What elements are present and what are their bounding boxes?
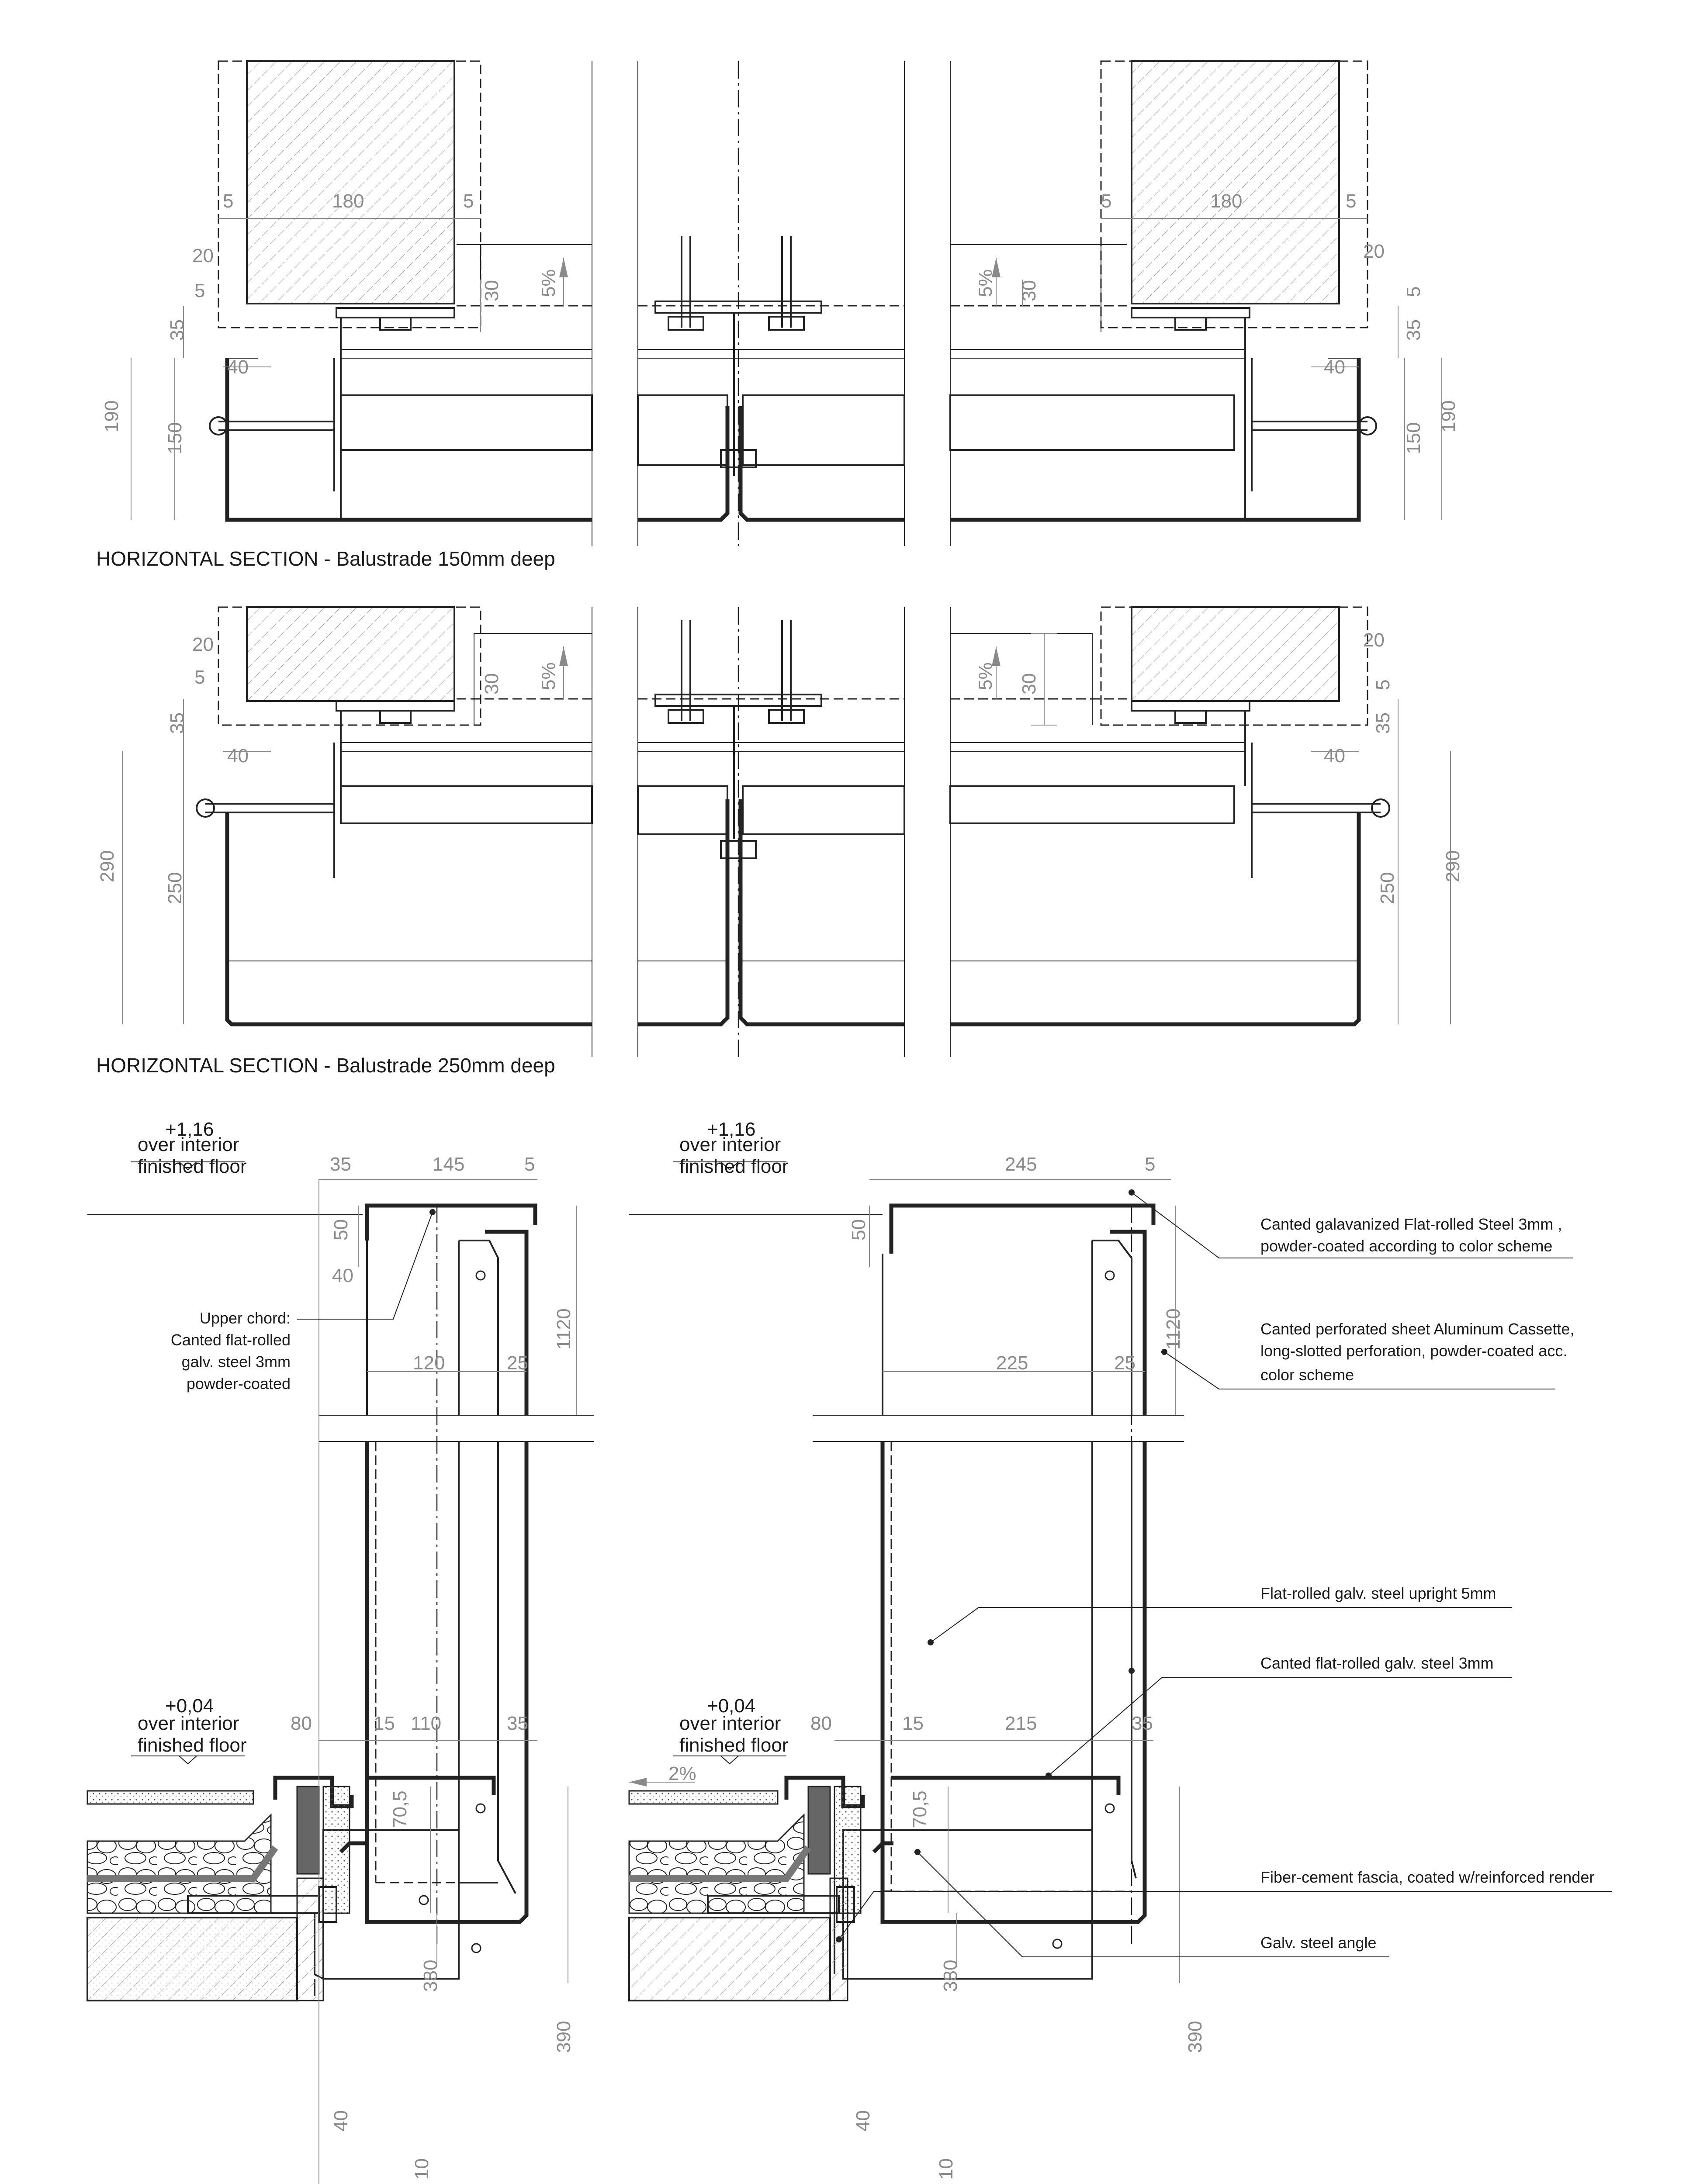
dim-110: 110 (411, 1713, 442, 1734)
slope-5: 5% (538, 662, 559, 690)
dim-40: 40 (332, 1265, 353, 1286)
dim-40: 40 (227, 745, 249, 767)
dim-20: 20 (192, 245, 214, 266)
slope-2: 2% (668, 1763, 696, 1784)
level-bottom-value: +0,04 (165, 1695, 214, 1717)
dim-40: 40 (852, 2110, 874, 2132)
dim-180: 180 (332, 190, 364, 212)
dim-25: 25 (1114, 1352, 1136, 1374)
dim-150: 150 (164, 422, 186, 454)
dim-15: 15 (374, 1713, 395, 1734)
dim-35: 35 (166, 712, 188, 734)
note-upper-chord-2: Canted flat-rolled (170, 1331, 291, 1349)
level-bottom-value: +0,04 (707, 1695, 756, 1717)
note-upper-chord-1: Upper chord: (199, 1309, 291, 1327)
dim-245: 245 (1005, 1154, 1037, 1175)
dim-35: 35 (1403, 319, 1424, 341)
v250-texts (668, 1119, 1612, 2184)
dim-35: 35 (1372, 712, 1394, 734)
dim-290: 290 (1442, 850, 1464, 882)
dim-290: 290 (97, 850, 118, 882)
dim-35: 35 (166, 319, 188, 341)
wall-block-right (1132, 607, 1339, 701)
dim-40: 40 (1324, 356, 1345, 378)
level-top-line2: finished floor (679, 1156, 789, 1177)
level-top-value: +1,16 (165, 1119, 214, 1140)
dim-190: 190 (1438, 400, 1459, 432)
note-upper-chord-4: powder-coated (186, 1375, 291, 1393)
dim-5: 5 (1101, 190, 1112, 212)
dim-80: 80 (810, 1713, 832, 1734)
dim-250: 250 (1377, 872, 1398, 904)
horizontal-section-250 (122, 607, 1451, 1057)
dim-5: 5 (194, 280, 205, 301)
dim-40: 40 (227, 356, 249, 378)
note-cassette-1: Canted perforated sheet Aluminum Cassette, (1260, 1320, 1575, 1338)
dim-40: 40 (330, 2110, 352, 2132)
dim-5: 5 (1145, 1154, 1156, 1175)
dim-390: 390 (1184, 2021, 1206, 2053)
note-upper-chord-3: galv. steel 3mm (181, 1353, 291, 1371)
level-bottom-line1: over interior (679, 1713, 781, 1734)
level-bottom-line1: over interior (138, 1713, 239, 1734)
title-horizontal-150: HORIZONTAL SECTION - Balustrade 150mm deep (96, 547, 555, 570)
dim-5: 5 (463, 190, 474, 212)
note-angle: Galv. steel angle (1260, 1934, 1377, 1952)
note-cassette-2: long-slotted perforation, powder-coated acc. (1260, 1342, 1568, 1360)
dim-5: 5 (223, 190, 234, 212)
wall-block-left (247, 607, 454, 701)
level-top-value: +1,16 (707, 1119, 756, 1140)
dim-10: 10 (411, 2158, 433, 2180)
note-canted-3mm: Canted flat-rolled galv. steel 3mm (1260, 1654, 1494, 1672)
dim-25: 25 (507, 1352, 528, 1374)
dim-380: 380 (940, 1959, 961, 1992)
dim-5: 5 (524, 1154, 535, 1175)
dim-35: 35 (507, 1713, 528, 1734)
level-top-line1: over interior (138, 1134, 239, 1155)
title-horizontal-250: HORIZONTAL SECTION - Balustrade 250mm deep (96, 1054, 555, 1077)
slope-5: 5% (975, 269, 996, 297)
dim-10: 10 (935, 2158, 957, 2180)
note-fascia: Fiber-cement fascia, coated w/reinforced render (1260, 1868, 1595, 1886)
note-upright: Flat-rolled galv. steel upright 5mm (1260, 1584, 1496, 1602)
dim-380: 380 (420, 1959, 441, 1992)
dim-5: 5 (1372, 679, 1394, 690)
dim-5: 5 (1346, 190, 1357, 212)
dim-180: 180 (1210, 190, 1243, 212)
level-top-line2: finished floor (138, 1156, 247, 1177)
dim-30: 30 (1018, 280, 1040, 301)
dim-225: 225 (996, 1352, 1028, 1374)
level-bottom-line2: finished floor (138, 1735, 247, 1756)
dim-20: 20 (1363, 629, 1385, 651)
dim-50: 50 (848, 1219, 869, 1241)
dim-30: 30 (1018, 673, 1040, 695)
dim-70-5: 70,5 (389, 1790, 411, 1828)
wall-block-left (247, 61, 454, 304)
wall-block-right (1132, 61, 1339, 304)
dim-120: 120 (413, 1352, 445, 1374)
v150-texts (138, 1119, 575, 2184)
dim-150: 150 (1403, 422, 1424, 454)
dim-250: 250 (164, 872, 186, 904)
dim-1120: 1120 (1163, 1308, 1184, 1350)
dim-5: 5 (194, 667, 205, 688)
level-top-line1: over interior (679, 1134, 781, 1155)
dim-5: 5 (1403, 286, 1424, 297)
dim-35: 35 (1132, 1713, 1153, 1734)
vertical-section-250 (629, 1162, 1184, 2184)
note-canted-top-1: Canted galavanized Flat-rolled Steel 3mm , (1260, 1215, 1562, 1233)
slope-5: 5% (975, 662, 996, 690)
dim-1120: 1120 (553, 1308, 575, 1350)
note-canted-top-2: powder-coated according to color scheme (1260, 1237, 1553, 1255)
dim-80: 80 (291, 1713, 312, 1734)
note-cassette-3: color scheme (1260, 1366, 1354, 1384)
dim-15: 15 (902, 1713, 924, 1734)
dim-215: 215 (1005, 1713, 1037, 1734)
dim-50: 50 (330, 1219, 352, 1241)
dim-30: 30 (481, 280, 502, 301)
dim-40: 40 (1324, 745, 1345, 767)
dim-190: 190 (101, 400, 122, 432)
dim-145: 145 (433, 1154, 465, 1175)
slope-5: 5% (538, 269, 559, 297)
dim-20: 20 (1363, 241, 1385, 262)
dim-70-5: 70,5 (909, 1790, 931, 1828)
dim-20: 20 (192, 634, 214, 655)
dim-30: 30 (481, 673, 502, 695)
horizontal-section-150 (131, 61, 1442, 546)
ground-slab (629, 1918, 830, 2001)
dim-35: 35 (330, 1154, 351, 1175)
vertical-section-150 (87, 1162, 594, 2184)
level-bottom-line2: finished floor (679, 1735, 789, 1756)
dim-390: 390 (553, 2021, 575, 2053)
